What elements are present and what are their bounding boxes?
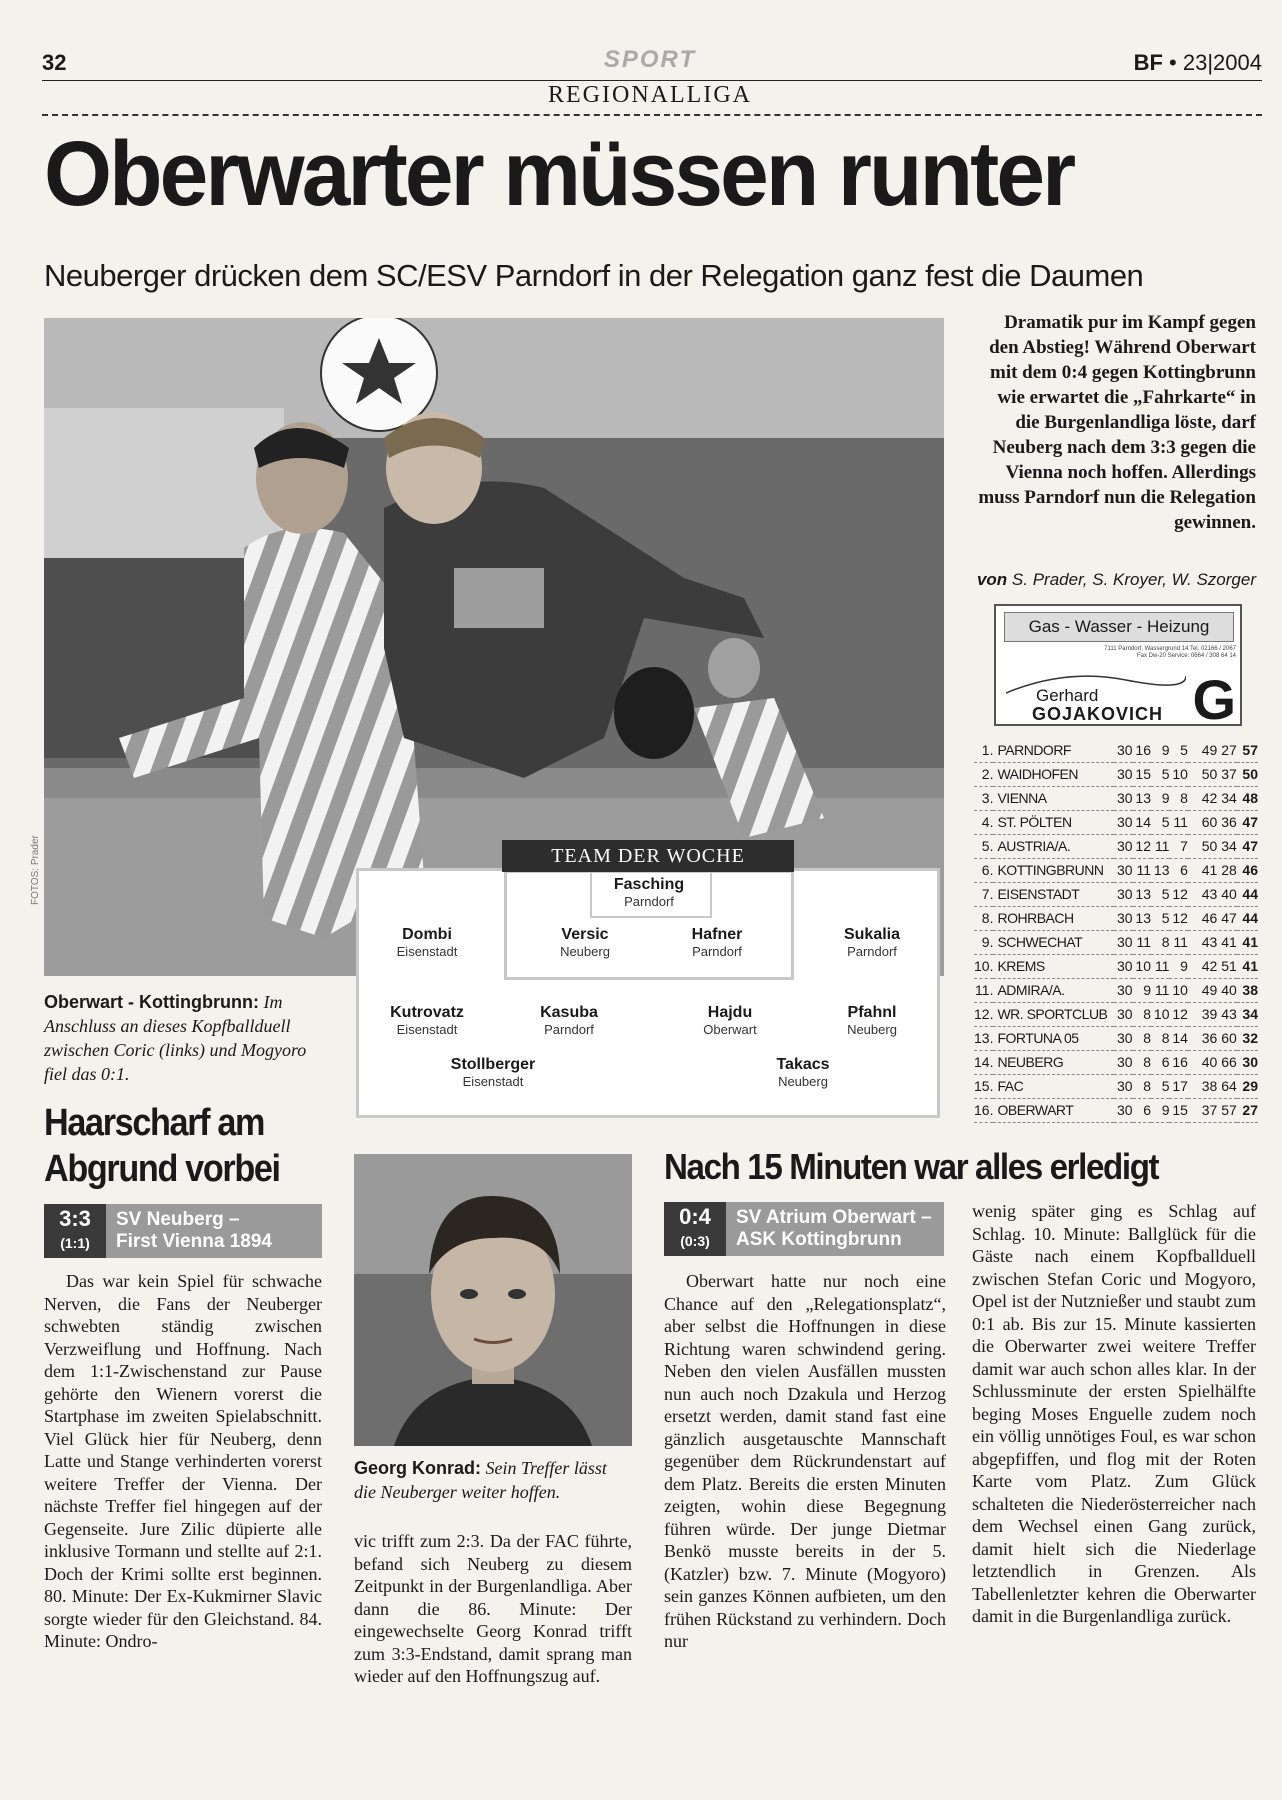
separator: • xyxy=(1169,50,1177,75)
article2-paragraph: Oberwart hatte nur noch eine Chance auf den „Relegationsplatz“, aber selbst die Hoffnungen in diese Richtung waren schwindend gering. Neben den vielen Ausfällen mussten nun auch noch Dzakula und Herzog ersetzt werden, damit stand fast eine gänzlich ausgetauschte Mannschaft gegenüber dem Rückrundenstart auf dem Platz. Bereits die ersten Minuten zeigten, wohin diese Begegnung führen würde. Der junge Dietmar Benkö musste bereits in der 5. (Katzler) bzw. 7. Minute (Mogyoro) sein ganzes Können aufbieten, um den frühen Rückstand zu verhindern. Doch nur xyxy=(664,1271,946,1651)
player-club: Eisenstadt xyxy=(396,944,458,959)
standings-team: KREMS xyxy=(993,954,1114,978)
standings-wins: 13 xyxy=(1133,882,1151,906)
standings-losses: 11 xyxy=(1169,810,1187,834)
player-name: Kutrovatz xyxy=(390,1004,464,1021)
intro-text: Dramatik pur im Kampf gegen den Abstieg! Während Oberwart mit dem 0:4 gegen Kottingbrunn wie erwartet die „Fahrkarte“ in die Burgenlandliga löste, darf Neuberg nach dem 3:3 gegen die Vienna noch hoffen. Allerdings muss Parndorf nun die Relegation gewinnen. xyxy=(978,312,1256,533)
player-club: Eisenstadt xyxy=(396,1022,458,1037)
standings-wins: 8 xyxy=(1133,1050,1151,1074)
byline-prefix: von xyxy=(976,570,1008,589)
standings-wins: 16 xyxy=(1133,738,1151,762)
subheadline: Neuberger drücken dem SC/ESV Parndorf in der Relegation ganz fest die Daumen xyxy=(44,258,1144,293)
standings-row xyxy=(974,834,1258,858)
standings-wins: 15 xyxy=(1133,762,1151,786)
standings-points: 29 xyxy=(1237,1074,1258,1098)
standings-goals: 50 37 xyxy=(1188,762,1237,786)
standings-team: AUSTRIA/A. xyxy=(993,834,1114,858)
standings-goals: 46 47 xyxy=(1188,906,1237,930)
standings-points: 41 xyxy=(1237,930,1258,954)
standings-row xyxy=(974,906,1258,930)
player-club: Parndorf xyxy=(544,1022,594,1037)
standings-games: 30 xyxy=(1114,906,1132,930)
standings-wins: 11 xyxy=(1133,930,1151,954)
standings-losses: 8 xyxy=(1169,786,1187,810)
standings-team: EISENSTADT xyxy=(993,882,1114,906)
standings-wins: 13 xyxy=(1133,786,1151,810)
standings-rank: 15. xyxy=(974,1074,993,1098)
section-label: SPORT xyxy=(603,46,697,73)
standings-losses: 16 xyxy=(1169,1050,1187,1074)
standings-team: NEUBERG xyxy=(993,1050,1114,1074)
standings-draws: 9 xyxy=(1151,1098,1169,1122)
standings-points: 57 xyxy=(1237,738,1258,762)
standings-points: 48 xyxy=(1237,786,1258,810)
standings-games: 30 xyxy=(1114,858,1132,882)
standings-row xyxy=(974,786,1258,810)
issue-info xyxy=(1134,50,1262,76)
standings-rank: 16. xyxy=(974,1098,993,1122)
standings-goals: 49 40 xyxy=(1188,978,1237,1002)
standings-wins: 11 xyxy=(1133,858,1151,882)
standings-wins: 13 xyxy=(1133,906,1151,930)
standings-points: 47 xyxy=(1237,834,1258,858)
standings-row xyxy=(974,882,1258,906)
standings-points: 34 xyxy=(1237,1002,1258,1026)
player-club: Neuberg xyxy=(560,944,610,959)
standings-goals: 37 57 xyxy=(1188,1098,1237,1122)
standings-draws: 6 xyxy=(1151,1050,1169,1074)
standings-games: 30 xyxy=(1114,786,1132,810)
standings-rank: 7. xyxy=(974,882,993,906)
standings-table xyxy=(974,738,1258,1123)
standings-wins: 8 xyxy=(1133,1026,1151,1050)
player-card xyxy=(494,1004,644,1037)
standings-draws: 10 xyxy=(1151,1002,1169,1026)
player-name: Takacs xyxy=(776,1056,830,1073)
standings-row xyxy=(974,762,1258,786)
standings-goals: 38 64 xyxy=(1188,1074,1237,1098)
standings-row xyxy=(974,1050,1258,1074)
standings-rank: 4. xyxy=(974,810,993,834)
standings-team: PARNDORF xyxy=(993,738,1114,762)
standings-losses: 12 xyxy=(1169,882,1187,906)
standings-team: ADMIRA/A. xyxy=(993,978,1114,1002)
article2-teams-line2: ASK Kottingbrunn xyxy=(736,1229,902,1250)
standings-draws: 9 xyxy=(1151,738,1169,762)
player-name: Fasching xyxy=(613,876,685,893)
article1-body-col1 xyxy=(44,1270,322,1653)
standings-losses: 12 xyxy=(1169,1002,1187,1026)
standings-draws: 5 xyxy=(1151,882,1169,906)
standings-games: 30 xyxy=(1114,762,1132,786)
standings-draws: 11 xyxy=(1151,978,1169,1002)
article1-paragraph: Das war kein Spiel für schwache Nerven, die Fans der Neuberger schwebten ständig zwischen Verzweiflung und Hoffnung. Nach dem 1:1-Zwischenstand zur Pause gehörte den Wienern vorerst die Startphase im zweiten Spielabschnitt. Viel Glück hier für Neuberg, denn Latte und Stange verhinderten vorerst weitere Treffer der Vienna. Der nächste Treffer fiel hingegen auf der Gegenseite. Jure Zilic düpierte alle inklusive Tormann und stellte auf 2:1. Doch der Krimi sollte erst beginnen. 80. Minute: Der Ex-Kukmirner Slavic sorgte wieder für den Gleichstand. 84. Minute: Ondro- xyxy=(44,1271,322,1651)
standings-row xyxy=(974,738,1258,762)
standings-goals: 40 66 xyxy=(1188,1050,1237,1074)
standings-wins: 8 xyxy=(1133,1002,1151,1026)
ad-services: Gas - Wasser - Heizung xyxy=(1004,612,1234,642)
player-card xyxy=(797,926,947,959)
player-club: Neuberg xyxy=(778,1074,828,1089)
standings-draws: 11 xyxy=(1151,954,1169,978)
standings-goals: 43 41 xyxy=(1188,930,1237,954)
article2-paragraph-cont: wenig später ging es Schlag auf Schlag. 10. Minute: Ballglück für die Gäste nach einem Kopfballduell zwischen Stefan Coric und Mogyoro, Opel ist der Nutznießer und staubt zum 0:1 ab. Bis zur 15. Minute kassierten die Oberwarter zwei weitere Treffer damit war auch schon alles klar. In der Schlussminute der ersten Spielhälfte beging Moses Enguelle zudem noch ein völlig unnötiges Foul, es war schon abgepfiffen, und flog mit der Roten Karte vom Platz. Zum Glück schalteten die Niederösterreicher nach dem Wechsel einen Gang zurück, damit hielt sich die Niederlage letztendlich in Grenzen. Als Tabellenletzter kehren die Oberwarter damit in die Burgenlandliga zurück. xyxy=(972,1201,1256,1626)
standings-points: 32 xyxy=(1237,1026,1258,1050)
standings-games: 30 xyxy=(1114,1026,1132,1050)
article2-teams xyxy=(736,1207,932,1251)
standings-rank: 5. xyxy=(974,834,993,858)
player-name: Pfahnl xyxy=(847,1004,897,1021)
advertisement xyxy=(994,604,1242,731)
standings-team: FORTUNA 05 xyxy=(993,1026,1114,1050)
standings-points: 41 xyxy=(1237,954,1258,978)
standings-goals: 42 51 xyxy=(1188,954,1237,978)
standings-goals: 42 34 xyxy=(1188,786,1237,810)
standings-points: 27 xyxy=(1237,1098,1258,1122)
standings-row xyxy=(974,1098,1258,1122)
standings-rank: 1. xyxy=(974,738,993,762)
player-card xyxy=(574,876,724,909)
standings-points: 30 xyxy=(1237,1050,1258,1074)
region-label: REGIONALLIGA xyxy=(548,82,752,108)
player-card xyxy=(352,926,502,959)
standings-draws: 8 xyxy=(1151,930,1169,954)
standings-draws: 5 xyxy=(1151,1074,1169,1098)
headline: Oberwarter müssen runter xyxy=(44,123,1074,225)
header-rule xyxy=(42,80,1262,81)
standings-row xyxy=(974,978,1258,1002)
standings-losses: 15 xyxy=(1169,1098,1187,1122)
player-name: Hajdu xyxy=(707,1004,753,1021)
standings-row xyxy=(974,810,1258,834)
player-card xyxy=(642,926,792,959)
article1-paragraph-cont: vic trifft zum 2:3. Da der FAC führte, befand sich Neuberg zu diesem Zeitpunkt in der Burgenlandliga. Aber dann die 86. Minute: Der eingewechselte Georg Konrad trifft zum 3:3-Endstand, damit sprang man wieder auf den Hoffnungszug auf. xyxy=(354,1531,632,1686)
standings-games: 30 xyxy=(1114,1074,1132,1098)
article1-teams-line2: First Vienna 1894 xyxy=(116,1231,272,1252)
standings-losses: 6 xyxy=(1169,858,1187,882)
standings-draws: 8 xyxy=(1151,1026,1169,1050)
standings-games: 30 xyxy=(1114,1098,1132,1122)
dashed-rule xyxy=(42,114,1262,116)
standings-losses: 10 xyxy=(1169,762,1187,786)
standings-rank: 10. xyxy=(974,954,993,978)
standings-rank: 11. xyxy=(974,978,993,1002)
ad-logo-letter: G xyxy=(1192,668,1236,731)
standings-games: 30 xyxy=(1114,954,1132,978)
standings-points: 47 xyxy=(1237,810,1258,834)
standings-games: 30 xyxy=(1114,834,1132,858)
standings-row xyxy=(974,930,1258,954)
standings-losses: 11 xyxy=(1169,930,1187,954)
standings-losses: 5 xyxy=(1169,738,1187,762)
standings-wins: 6 xyxy=(1133,1098,1151,1122)
standings-games: 30 xyxy=(1114,738,1132,762)
player-club: Parndorf xyxy=(624,894,674,909)
standings-points: 38 xyxy=(1237,978,1258,1002)
standings-games: 30 xyxy=(1114,810,1132,834)
article2-final-score: 0:4 xyxy=(679,1204,711,1229)
player-club: Oberwart xyxy=(703,1022,757,1037)
player-card xyxy=(797,1004,947,1037)
player-club: Eisenstadt xyxy=(462,1074,524,1089)
standings-team: SCHWECHAT xyxy=(993,930,1114,954)
article2-score-box xyxy=(664,1202,944,1256)
player-name: Stollberger xyxy=(450,1056,536,1073)
article2-headline: Nach 15 Minuten war alles erledigt xyxy=(664,1146,1159,1187)
player-name: Hafner xyxy=(691,926,743,943)
standings-team: KOTTINGBRUNN xyxy=(993,858,1114,882)
standings-team: VIENNA xyxy=(993,786,1114,810)
standings-wins: 9 xyxy=(1133,978,1151,1002)
standings-rank: 14. xyxy=(974,1050,993,1074)
standings-team: WAIDHOFEN xyxy=(993,762,1114,786)
standings-rank: 12. xyxy=(974,1002,993,1026)
standings-points: 46 xyxy=(1237,858,1258,882)
standings-row xyxy=(974,1074,1258,1098)
standings-team: WR. SPORTCLUB xyxy=(993,1002,1114,1026)
player-card xyxy=(418,1056,568,1089)
team-of-week-title: TEAM DER WOCHE xyxy=(502,840,794,872)
article1-body-col2 xyxy=(354,1530,632,1688)
standings-goals: 43 40 xyxy=(1188,882,1237,906)
byline xyxy=(974,570,1256,590)
portrait-photo xyxy=(354,1154,632,1446)
article1-result xyxy=(44,1204,106,1258)
standings-points: 44 xyxy=(1237,882,1258,906)
standings-points: 50 xyxy=(1237,762,1258,786)
standings-draws: 5 xyxy=(1151,810,1169,834)
standings-games: 30 xyxy=(1114,1050,1132,1074)
standings-team: OBERWART xyxy=(993,1098,1114,1122)
portrait-caption-lead: Georg Konrad: xyxy=(354,1458,482,1478)
player-club: Parndorf xyxy=(692,944,742,959)
ad-last-name: GOJAKOVICH xyxy=(1032,704,1164,724)
player-club: Neuberg xyxy=(847,1022,897,1037)
standings-goals: 49 27 xyxy=(1188,738,1237,762)
standings-row xyxy=(974,858,1258,882)
portrait-caption xyxy=(354,1456,632,1504)
standings-losses: 17 xyxy=(1169,1074,1187,1098)
standings-team: ST. PÖLTEN xyxy=(993,810,1114,834)
standings-wins: 8 xyxy=(1133,1074,1151,1098)
standings-games: 30 xyxy=(1114,978,1132,1002)
standings-losses: 10 xyxy=(1169,978,1187,1002)
standings-rank: 6. xyxy=(974,858,993,882)
player-card xyxy=(352,1004,502,1037)
player-card xyxy=(655,1004,805,1037)
standings-wins: 12 xyxy=(1133,834,1151,858)
standings-losses: 9 xyxy=(1169,954,1187,978)
player-name: Dombi xyxy=(402,926,452,943)
player-name: Versic xyxy=(561,926,609,943)
article2-teams-line1: SV Atrium Oberwart – xyxy=(736,1207,932,1228)
standings-games: 30 xyxy=(1114,1002,1132,1026)
standings-wins: 14 xyxy=(1133,810,1151,834)
issue-number: 23|2004 xyxy=(1182,50,1262,75)
standings-goals: 41 28 xyxy=(1188,858,1237,882)
standings-row xyxy=(974,1026,1258,1050)
standings-goals: 36 60 xyxy=(1188,1026,1237,1050)
ad-first-name: Gerhard xyxy=(1036,686,1099,705)
player-card xyxy=(728,1056,878,1089)
standings-goals: 60 36 xyxy=(1188,810,1237,834)
standings-draws: 11 xyxy=(1151,834,1169,858)
standings-rank: 2. xyxy=(974,762,993,786)
standings-team: FAC xyxy=(993,1074,1114,1098)
article1-final-score: 3:3 xyxy=(59,1206,91,1231)
photo-caption xyxy=(44,990,314,1086)
standings-row xyxy=(974,954,1258,978)
standings-wins: 10 xyxy=(1133,954,1151,978)
standings-goals: 39 43 xyxy=(1188,1002,1237,1026)
standings-draws: 13 xyxy=(1151,858,1169,882)
portrait-caption-text: Sein Treffer lässt die Neuberger weiter hoffen. xyxy=(354,1458,607,1502)
article1-headline: Haarscharf am Abgrund vorbei xyxy=(44,1102,280,1190)
standings-goals: 50 34 xyxy=(1188,834,1237,858)
article2-body-col2 xyxy=(972,1200,1256,1628)
standings-draws: 5 xyxy=(1151,762,1169,786)
player-card xyxy=(510,926,660,959)
portrait-illustration xyxy=(354,1154,632,1446)
standings-games: 30 xyxy=(1114,882,1132,906)
standings-rank: 8. xyxy=(974,906,993,930)
standings-games: 30 xyxy=(1114,930,1132,954)
article1-halftime-score: (1:1) xyxy=(60,1235,90,1251)
article1-teams xyxy=(116,1209,272,1253)
standings-team: ROHRBACH xyxy=(993,906,1114,930)
standings-draws: 9 xyxy=(1151,786,1169,810)
standings-rank: 3. xyxy=(974,786,993,810)
standings-losses: 14 xyxy=(1169,1026,1187,1050)
article1-teams-line1: SV Neuberg – xyxy=(116,1209,240,1230)
article2-result xyxy=(664,1202,726,1256)
page-number: 32 xyxy=(42,50,67,75)
photo-caption-text: Im Anschluss an dieses Kopfballduell zwischen Coric (links) und Mogyoro fiel das 0:1. xyxy=(44,992,307,1084)
article1-score-box xyxy=(44,1204,322,1258)
standings-rank: 13. xyxy=(974,1026,993,1050)
ad-address: 7111 Parndorf, Wassergrund 14 Tel. 02166 / 2067 Fax Dw-20 Service: 0664 / 308 64 14 xyxy=(1104,646,1236,659)
player-club: Parndorf xyxy=(847,944,897,959)
photo-credit: FOTOS: Prader xyxy=(30,835,41,905)
standings-points: 44 xyxy=(1237,906,1258,930)
photo-caption-lead: Oberwart - Kottingbrunn: xyxy=(44,992,259,1012)
standings-row xyxy=(974,1002,1258,1026)
article2-halftime-score: (0:3) xyxy=(680,1233,710,1249)
publication-name: BF xyxy=(1133,50,1163,75)
standings-losses: 7 xyxy=(1169,834,1187,858)
player-name: Kasuba xyxy=(540,1004,598,1021)
standings-rank: 9. xyxy=(974,930,993,954)
article2-body-col1 xyxy=(664,1270,946,1653)
standings-losses: 12 xyxy=(1169,906,1187,930)
player-name: Sukalia xyxy=(843,926,901,943)
standings-draws: 5 xyxy=(1151,906,1169,930)
byline-authors: S. Prader, S. Kroyer, W. Szorger xyxy=(1011,570,1256,589)
